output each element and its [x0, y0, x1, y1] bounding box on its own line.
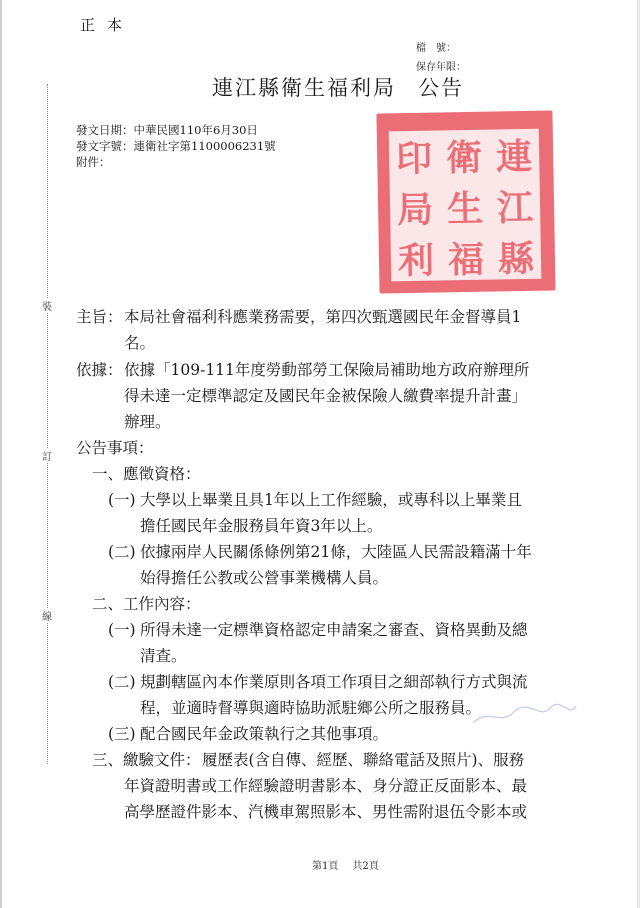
subject-line: 本局社會福利科應業務需要，第四次甄選國民年金督導員1: [124, 308, 522, 326]
issue-info: [76, 122, 276, 170]
binding-mark: 線: [40, 608, 54, 623]
binding-mark: 訂: [40, 448, 54, 463]
item-line: 依據兩岸人民關係條例第21條，大陸區人民需設籍滿十年: [140, 543, 532, 561]
page-title: [212, 72, 464, 102]
basis-label: 依據：: [76, 361, 123, 379]
title-agency: 連江縣衛生福利局: [212, 76, 396, 100]
seal-char: 衛: [445, 136, 483, 180]
page-total: 共2頁: [352, 861, 379, 872]
seal-char: 印: [395, 137, 433, 181]
item-label: (一): [108, 491, 136, 509]
page-footer: [312, 857, 379, 872]
subject-label: 主旨：: [76, 308, 123, 326]
issue-number: 發文字號：連衛社字第1100006231號: [76, 139, 276, 153]
binding-mark: 裝: [40, 298, 54, 313]
item-line: 程，並適時督導與適時協助派駐鄉公所之服務員。: [140, 699, 482, 717]
item-line: 所得未達一定標準資格認定申請案之審查、資格異動及總: [140, 621, 528, 639]
seal-char: 利: [397, 239, 435, 283]
section-line: 年資證明書或工作經驗證明書影本、身分證正反面影本、最: [124, 777, 528, 795]
section-line: 高學歷證件影本、汽機車駕照影本、男性需附退伍令影本或: [124, 803, 528, 821]
item-label: (二): [108, 543, 136, 561]
section-heading: 二、工作內容：: [92, 595, 201, 613]
seal-char: 生: [446, 187, 484, 231]
section-heading: 一、應徵資格：: [92, 465, 201, 483]
item-label: (二): [108, 673, 136, 691]
seal-char: 福: [447, 238, 485, 282]
subject-line: 名。: [124, 334, 156, 352]
copy-mark: 正本: [80, 16, 135, 34]
announcement-heading: 公告事項：: [76, 439, 154, 457]
item-line: 清查。: [140, 647, 187, 665]
attachment: 附件：: [76, 155, 111, 169]
item-label: (一): [108, 621, 136, 639]
official-seal-stamp: [376, 110, 555, 293]
seal-char: 連: [495, 135, 533, 179]
section-heading: 三、繳驗文件：: [92, 751, 201, 769]
basis-line: 辦理。: [124, 413, 171, 431]
item-line: 規劃轄區內本作業原則各項工作項目之細部執行方式與流: [140, 673, 528, 691]
seal-text: [389, 129, 542, 282]
item-line: 配合國民年金政策執行之其他事項。: [140, 725, 389, 743]
file-number-label: 檔 號：: [416, 43, 456, 54]
item-label: (三): [108, 725, 136, 743]
page-edge: [0, 0, 2, 908]
seal-char: 局: [396, 188, 434, 232]
issue-date: 發文日期：中華民國110年6月30日: [76, 123, 258, 137]
seal-char: 江: [496, 186, 534, 230]
seal-char: 縣: [497, 237, 535, 281]
retention-label: 保存年限：: [416, 62, 466, 73]
section-line: 履歷表(含自傳、經歷、聯絡電話及照片)、服務: [202, 751, 525, 769]
page-number: 第1頁: [312, 861, 339, 872]
item-line: 大學以上畢業且具1年以上工作經驗，或專科以上畢業且: [140, 491, 522, 509]
item-line: 擔任國民年金服務員年資3年以上。: [140, 517, 383, 535]
binding-line: [47, 84, 48, 764]
faint-signature-mark: [470, 700, 580, 730]
basis-line: 依據「109-111年度勞動部勞工保險局補助地方政府辦理所: [124, 361, 530, 379]
item-line: 始得擔任公教或公營事業機構人員。: [140, 569, 389, 587]
title-type: 公告: [418, 76, 464, 100]
basis-line: 得未達一定標準認定及國民年金被保險人繳費率提升計畫」: [124, 387, 528, 405]
